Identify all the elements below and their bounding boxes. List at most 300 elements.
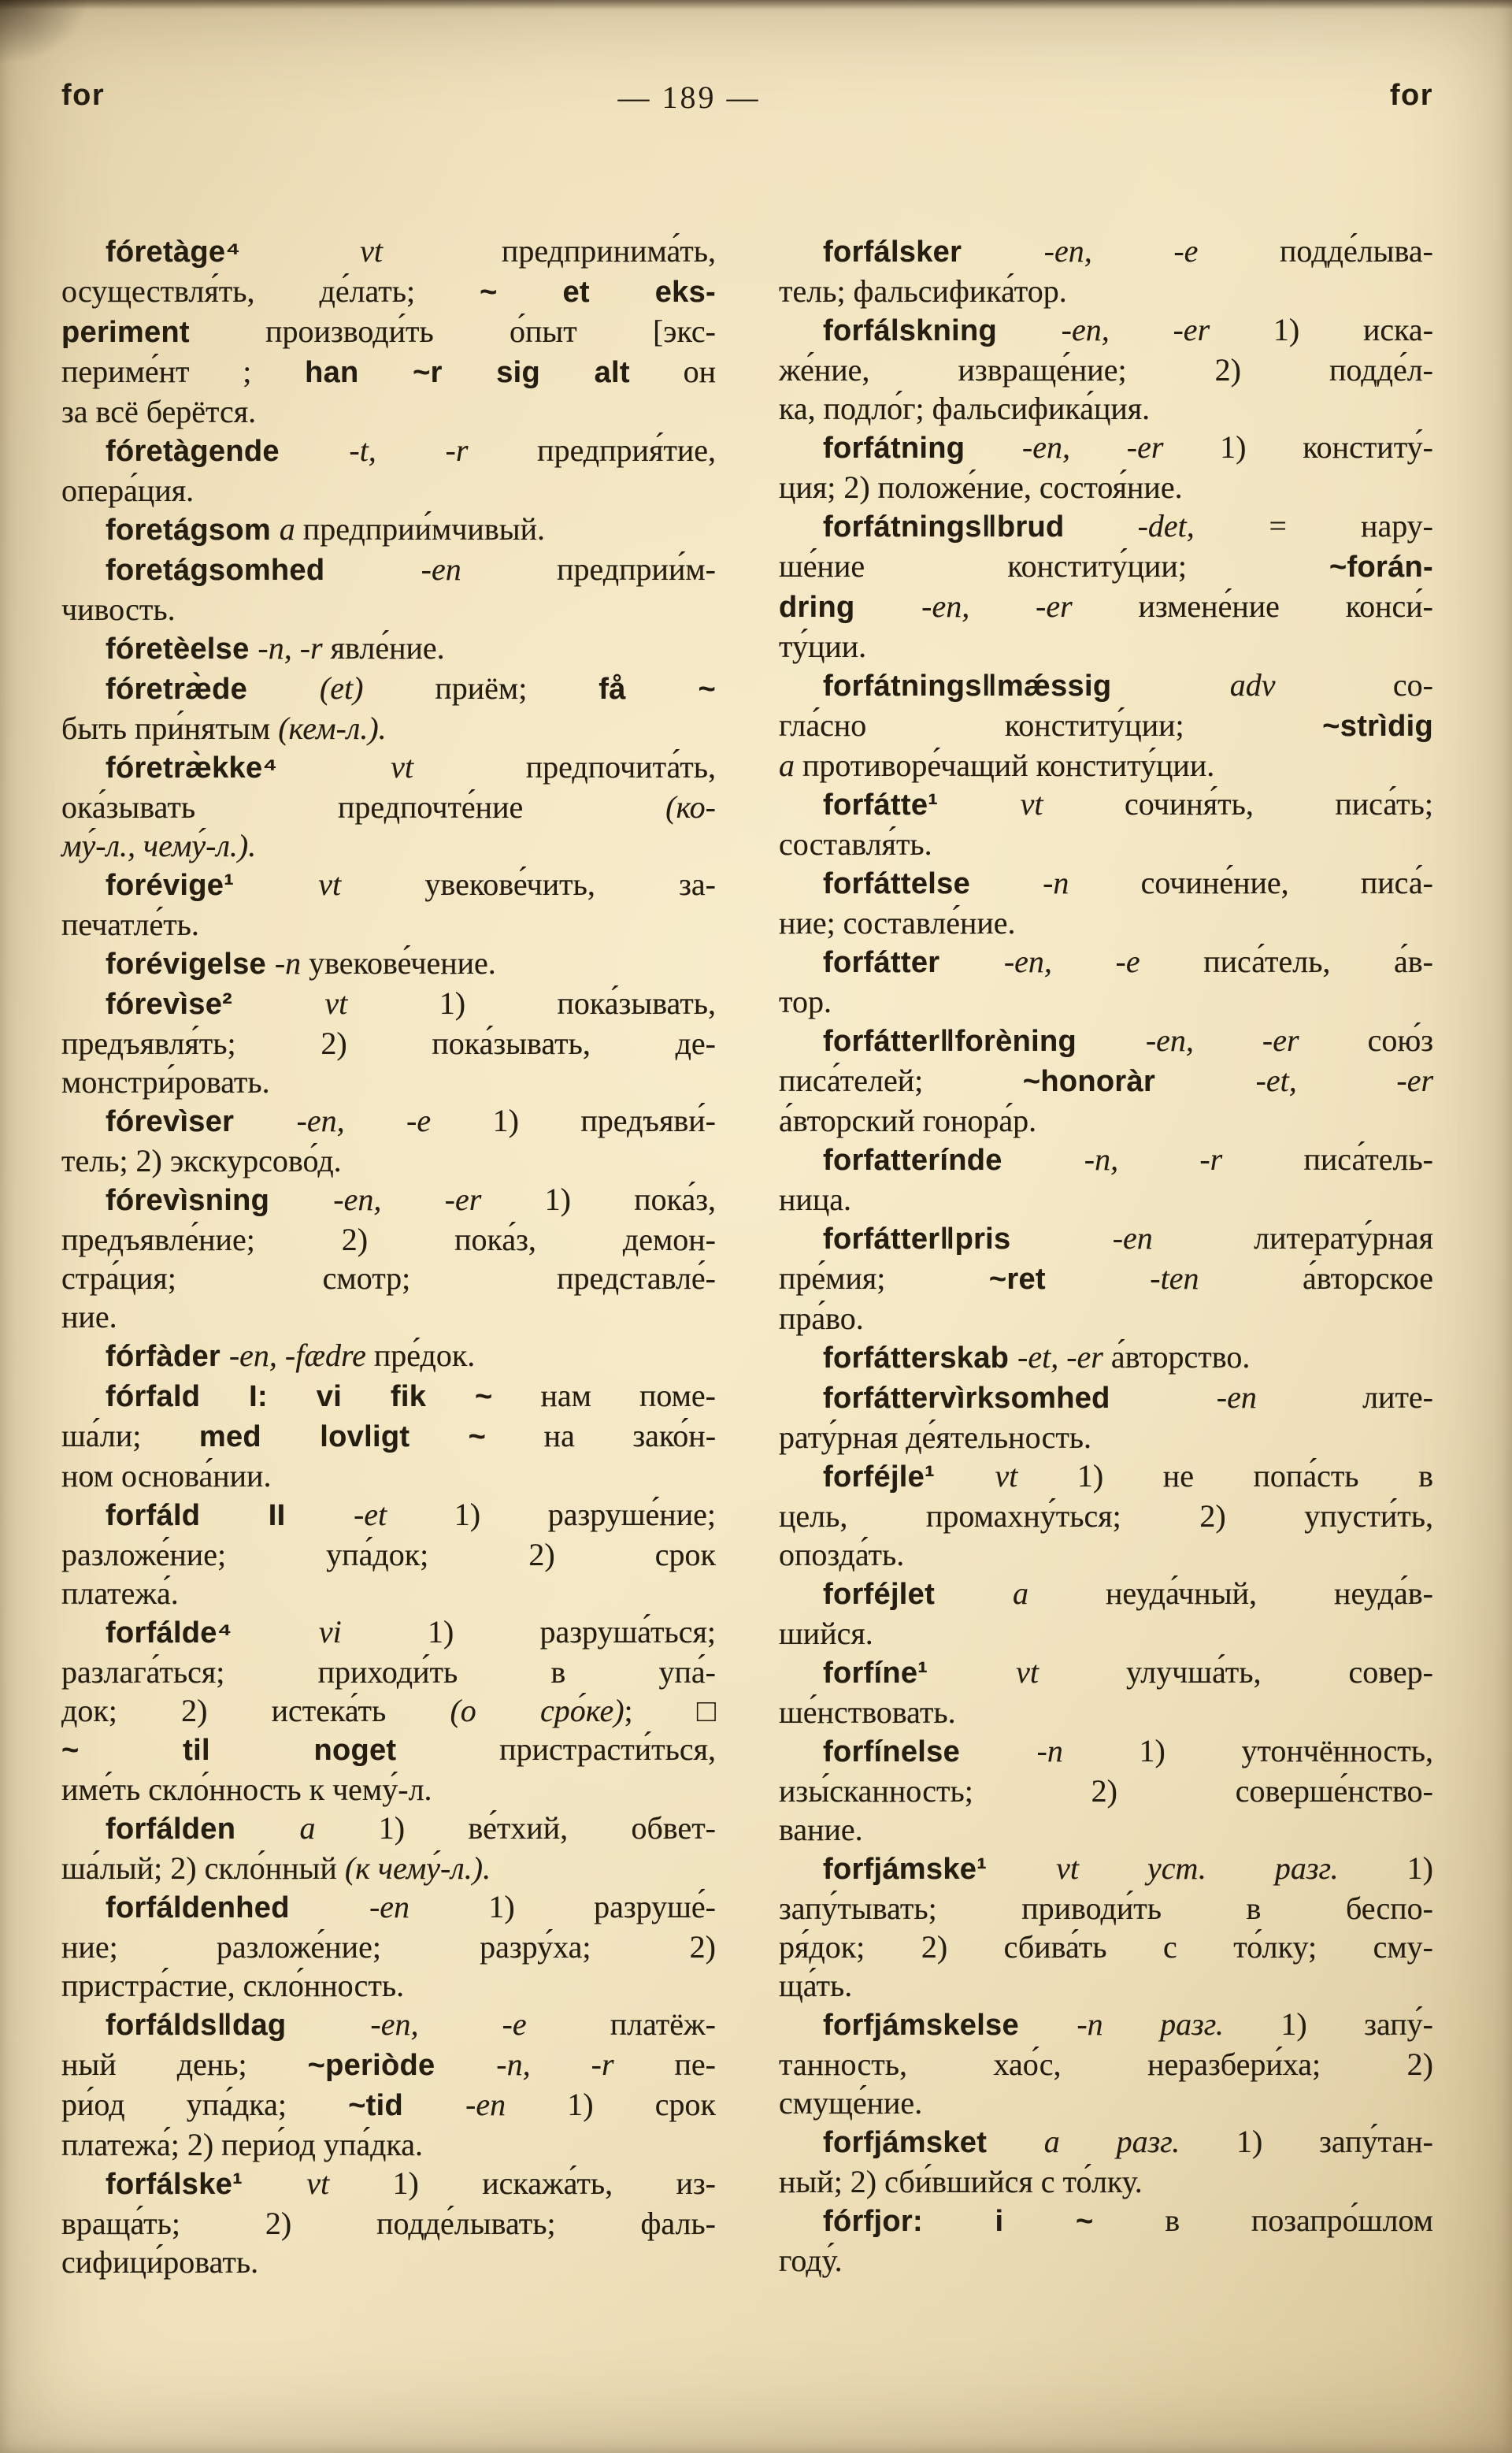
dictionary-entry: [61, 1180, 716, 1336]
text-run: опера́ция.: [61, 473, 195, 508]
entry-line: [779, 1061, 1433, 1101]
headword-bold-run: forfatterínde: [823, 1144, 1084, 1177]
headword-bold-run: forfálsker: [823, 236, 1044, 269]
text-run: ша́лый; 2) скло́нный: [61, 1850, 345, 1886]
text-run: ка, подло́г; фальсифика́ция.: [779, 391, 1151, 426]
text-run: име́ть скло́нность к чему́-л.: [61, 1772, 432, 1807]
text-run: на зако́н-: [486, 1418, 717, 1453]
headword-bold-run: forfjámskelse: [823, 2009, 1077, 2042]
dictionary-entry: [61, 984, 716, 1101]
grammar-label-run: му́-л., чему́-л.).: [61, 828, 257, 863]
text-run: шийся.: [779, 1616, 873, 1651]
entry-line: [779, 904, 1433, 942]
text-run: улучша́ть, совер-: [1038, 1654, 1433, 1690]
text-run: гла́сно конститу́ции;: [779, 707, 1323, 743]
entry-line: [779, 1653, 1433, 1693]
grammar-label-run: разг.: [1116, 2124, 1180, 2159]
entry-line: [61, 232, 716, 272]
entry-line: [61, 1691, 716, 1730]
grammar-label-run: -en, -e: [1043, 233, 1199, 269]
dictionary-entry: [61, 629, 716, 669]
dictionary-entry: [779, 428, 1433, 507]
entry-line: [779, 1731, 1433, 1772]
dictionary-entry: [779, 666, 1433, 785]
text-run: смуще́ние.: [779, 2085, 923, 2121]
entry-line: [779, 1693, 1433, 1731]
text-run: ту́ции.: [779, 629, 867, 664]
grammar-label-run: -t, -r: [349, 432, 469, 468]
dictionary-entry: [61, 1612, 716, 1809]
dictionary-entry: [61, 1336, 716, 1376]
text-run: быть при́нятым: [61, 711, 279, 746]
text-run: 1) разруша́ться;: [341, 1614, 716, 1650]
headword-bold-run: fóretàgende: [106, 435, 350, 468]
dictionary-entry: [779, 1849, 1433, 2005]
text-run: пристрасти́ться,: [396, 1731, 716, 1767]
dictionary-entry: [61, 550, 716, 629]
dictionary-entry: [61, 2164, 716, 2281]
headword-bold-run: foretágsomhed: [106, 554, 421, 587]
entry-line: [61, 748, 716, 788]
grammar-label-run: -en: [421, 551, 461, 587]
grammar-label-run: (к чему́-л.).: [344, 1850, 491, 1886]
entry-line: [61, 1220, 716, 1259]
text-run: пра́во.: [779, 1301, 864, 1336]
headword-bold-run: foretágsom: [106, 514, 280, 547]
text-run: а́вторское: [1199, 1260, 1433, 1296]
entry-line: [61, 1966, 716, 2005]
headword-bold-run: fórfald I: vi fik ~: [106, 1380, 493, 1413]
text-run: 1) срок: [506, 2087, 716, 2122]
entry-line: [61, 1416, 716, 1457]
grammar-label-run: vt: [318, 867, 342, 902]
headword-bold-run: forfjámske¹: [823, 1853, 1057, 1886]
entry-line: [779, 1966, 1433, 2005]
grammar-label-run: -et, -er: [1255, 1063, 1434, 1098]
text-run: сочине́ние, писа́-: [1069, 865, 1433, 900]
text-run: литерату́рная: [1152, 1220, 1433, 1256]
grammar-label-run: vi: [318, 1614, 342, 1650]
text-run: осуществля́ть, де́лать;: [61, 273, 480, 309]
grammar-label-run: -n: [274, 945, 302, 981]
left-column: [61, 232, 716, 2281]
entry-line: [779, 1299, 1433, 1338]
grammar-label-run: -et, -er: [1017, 1339, 1103, 1375]
entry-line: [61, 1887, 716, 1928]
text-run: танность, хао́с, неразбери́ха; 2): [779, 2047, 1433, 2082]
text-run: пре́док.: [365, 1338, 476, 1373]
headword-bold-run: forféjlet: [823, 1578, 1013, 1611]
entry-line: [61, 1336, 716, 1376]
text-run: предъявле́ние; 2) пока́з, демон-: [61, 1222, 716, 1257]
grammar-label-run: -en, -er: [333, 1182, 482, 1217]
entry-line: [61, 669, 716, 709]
grammar-label-run: vt: [1020, 786, 1043, 822]
text-run: нару-: [1288, 508, 1433, 544]
headword-bold-run: ~ til noget: [61, 1734, 397, 1767]
entry-line: [61, 2204, 716, 2243]
text-run: нам поме-: [492, 1378, 716, 1413]
text-run: ция; 2) положе́ние, состоя́ние.: [779, 469, 1183, 505]
entry-line: [61, 1024, 716, 1063]
text-run: предприи́м-: [461, 551, 716, 587]
entry-line: [61, 471, 716, 510]
text-run: неуда́чный, неуда́в-: [1028, 1575, 1433, 1611]
text-run: 1) ве́тхий, обвет-: [315, 1810, 717, 1846]
text-run: противоре́чащий конститу́ции.: [795, 748, 1215, 783]
entry-line: [779, 2122, 1433, 2162]
text-run: враща́ть; 2) подде́лывать; фаль-: [61, 2206, 716, 2241]
entry-line: [61, 2164, 716, 2204]
entry-line: [779, 272, 1433, 310]
headword-bold-run: forfátter‖forèning: [823, 1025, 1146, 1058]
grammar-label-run: -n: [1077, 2006, 1103, 2042]
entry-line: [61, 2243, 716, 2281]
text-run: измене́ние конси́-: [1072, 588, 1433, 624]
grammar-label-run: -n, -r: [496, 2047, 614, 2082]
entry-line: [779, 2241, 1433, 2280]
headword-bold-run: dring: [779, 591, 922, 624]
text-run: за всё берётся.: [61, 394, 257, 429]
headword-bold-run: forfátte¹: [823, 789, 1021, 822]
text-run: ние; составле́ние.: [779, 905, 1016, 941]
text-run: а́вторство.: [1102, 1339, 1251, 1375]
text-run: сою́з: [1299, 1022, 1434, 1058]
entry-line: [61, 2125, 716, 2164]
text-run: 1) запу́-: [1223, 2006, 1433, 2042]
entry-line: [779, 706, 1433, 746]
entry-line: [779, 1457, 1433, 1497]
dictionary-entry: [779, 942, 1433, 1021]
dictionary-entry: [779, 1457, 1433, 1574]
grammar-label-run: -en, -fædre: [228, 1338, 366, 1373]
grammar-label-run: -en, -er: [1061, 312, 1210, 347]
dictionary-entry: [779, 2201, 1433, 2280]
headword-bold-run: ~ret: [988, 1263, 1151, 1296]
running-header: [61, 79, 1433, 120]
text-run: лите-: [1256, 1379, 1433, 1415]
headword-bold-run: forfíne¹: [823, 1657, 1017, 1690]
text-run: подде́лыва-: [1198, 233, 1433, 269]
headword-bold-run: fóretàge⁴: [106, 236, 361, 269]
grammar-label-run: -en, -er: [921, 588, 1073, 624]
text-run: тель; 2) экскурсово́д.: [61, 1143, 342, 1178]
text-run: цель, промахну́ться; 2) упусти́ть,: [779, 1498, 1433, 1534]
dictionary-entry: [61, 669, 716, 748]
grammar-label-run: -en, -e: [370, 2006, 527, 2042]
text-run: увекове́чить, за-: [341, 867, 717, 902]
text-run: рату́рная де́ятельность.: [779, 1419, 1092, 1455]
grammar-label-run: a: [299, 1810, 316, 1846]
headword-bold-run: ~tid: [348, 2089, 466, 2122]
entry-line: [779, 785, 1433, 825]
text-run: ше́ние конститу́ции;: [779, 548, 1330, 584]
text-run: сочиня́ть, писа́ть;: [1043, 786, 1433, 822]
entry-line: [61, 1180, 716, 1220]
headword-bold-run: forfáttervìrksomhed: [823, 1382, 1217, 1415]
text-run: ный день;: [61, 2047, 308, 2082]
grammar-label-run: a: [279, 511, 295, 547]
text-run: году́.: [779, 2243, 843, 2278]
text-run: [1079, 1850, 1147, 1886]
headword-bold-run: fóretræ̀kke⁴: [106, 751, 391, 785]
text-run: док; 2) истека́ть: [61, 1693, 450, 1728]
text-run: разложе́ние; упа́док; 2) срок: [61, 1537, 716, 1572]
text-run: пристра́стие, скло́нность.: [61, 1968, 405, 2003]
dictionary-entry: [779, 863, 1433, 942]
entry-line: [779, 1849, 1433, 1889]
text-run: пре́мия;: [779, 1260, 989, 1296]
text-run: ном основа́нии.: [61, 1458, 272, 1494]
headword-bold-run: forfjámsket: [823, 2126, 1044, 2159]
grammar-label-run: -en: [1112, 1220, 1153, 1256]
grammar-label-run: vt: [1056, 1850, 1079, 1886]
entry-line: [779, 1772, 1433, 1810]
grammar-label-run: -en: [465, 2087, 506, 2122]
text-columns: [61, 232, 1433, 2281]
dictionary-entry: [779, 1574, 1433, 1653]
guide-word-right: for: [1389, 79, 1433, 112]
headword-bold-run: fórfjor: i ~: [823, 2205, 1094, 2238]
text-run: ние.: [61, 1299, 117, 1334]
entry-line: [779, 351, 1433, 389]
entry-line: [61, 1809, 716, 1849]
headword-bold-run: fóretræ̀de: [106, 673, 320, 706]
text-run: ока́зывать предпочте́ние: [61, 789, 666, 825]
text-run: ше́нствовать.: [779, 1694, 956, 1730]
text-run: увекове́чение.: [301, 945, 496, 981]
text-run: со-: [1275, 667, 1434, 703]
entry-line: [779, 863, 1433, 904]
text-run: платежа́.: [61, 1575, 179, 1611]
headword-bold-run: ~honoràr: [1022, 1065, 1256, 1098]
headword-bold-run: forfálske¹: [106, 2168, 307, 2201]
entry-line: [779, 1535, 1433, 1574]
entry-line: [61, 1141, 716, 1180]
dictionary-entry: [779, 1653, 1433, 1731]
grammar-label-run: vt: [1016, 1654, 1039, 1690]
entry-line: [779, 1180, 1433, 1219]
grammar-label-run: vt: [391, 749, 413, 785]
grammar-label-run: (кем-л.).: [278, 711, 387, 746]
grammar-label-run: vt: [995, 1458, 1018, 1494]
dictionary-entry: [779, 1219, 1433, 1338]
grammar-label-run: -en, -e: [1003, 944, 1140, 979]
entry-line: [61, 826, 716, 865]
entry-line: [779, 310, 1433, 351]
entry-line: [61, 352, 716, 392]
headword-bold-run: forfálds‖dag: [106, 2009, 371, 2042]
text-run: ница.: [779, 1182, 851, 1217]
entry-line: [61, 905, 716, 944]
text-run: он: [629, 354, 716, 389]
headword-bold-run: forévigelse: [106, 948, 275, 981]
text-run: опозда́ть.: [779, 1537, 905, 1572]
headword-bold-run: forfátter‖pris: [823, 1223, 1113, 1256]
text-run: 1) разруше́ние;: [387, 1497, 716, 1532]
entry-line: [61, 1612, 716, 1653]
text-run: 1) пока́зывать,: [347, 985, 716, 1021]
dictionary-entry: [779, 1378, 1433, 1457]
entry-line: [61, 629, 716, 669]
text-run: стра́ция; смотр; представле́-: [61, 1260, 716, 1296]
text-run: же́ние, извраще́ние; 2) подде́л-: [779, 352, 1433, 388]
text-run: в позапро́шлом: [1093, 2203, 1433, 2238]
text-run: ша́ли;: [61, 1418, 199, 1453]
text-run: а́вторский гонора́р.: [779, 1103, 1037, 1138]
entry-line: [61, 944, 716, 984]
text-run: монстри́ровать.: [61, 1064, 270, 1100]
text-run: писа́телей;: [779, 1063, 1023, 1098]
entry-line: [61, 392, 716, 431]
headword-bold-run: fórevìsning: [106, 1184, 334, 1217]
dictionary-entry: [61, 944, 716, 984]
entry-line: [779, 825, 1433, 863]
entry-line: [779, 1418, 1433, 1457]
grammar-label-run: a: [779, 748, 795, 783]
text-run: [1103, 2006, 1161, 2042]
dictionary-entry: [61, 1887, 716, 2005]
text-run: производи́ть о́пыт [экс-: [189, 314, 716, 349]
entry-line: [779, 1497, 1433, 1535]
grammar-label-run: разг.: [1160, 2006, 1224, 2042]
entry-line: [61, 1770, 716, 1809]
entry-line: [779, 1928, 1433, 1966]
headword-bold-run: med lovligt ~: [198, 1420, 487, 1453]
entry-line: [779, 942, 1433, 982]
text-run: тель; фальсифика́тор.: [779, 273, 1067, 309]
text-run: 1): [1338, 1850, 1433, 1886]
text-run: [1060, 2124, 1117, 2159]
entry-line: [61, 2005, 716, 2045]
text-run: составля́ть.: [779, 826, 932, 862]
text-run: чивость.: [61, 592, 176, 627]
text-run: изы́сканность; 2) соверше́нство-: [779, 1773, 1433, 1809]
entry-line: [61, 1928, 716, 1966]
entry-line: [61, 590, 716, 629]
dictionary-entry: [61, 1101, 716, 1180]
headword-bold-run: forfálden: [106, 1813, 300, 1846]
entry-line: [61, 2045, 716, 2085]
text-run: ный; 2) сби́вшийся с то́лку.: [779, 2164, 1143, 2199]
dictionary-entry: [779, 1731, 1433, 1849]
grammar-label-run: -n, -r: [1084, 1141, 1223, 1177]
entry-line: [61, 1063, 716, 1101]
headword-bold-run: ~forán-: [1329, 551, 1433, 584]
headword-bold-run: forfáldenhed: [106, 1891, 369, 1924]
entry-line: [779, 1259, 1433, 1299]
entry-line: [61, 1535, 716, 1574]
headword-bold-run: få ~: [598, 673, 716, 706]
entry-line: [61, 2085, 716, 2125]
dictionary-entry: [779, 2122, 1433, 2201]
grammar-label-run: a: [1012, 1575, 1028, 1611]
entry-line: [779, 507, 1433, 547]
dictionary-entry: [61, 2005, 716, 2164]
entry-line: [61, 272, 716, 312]
text-run: платёж-: [526, 2006, 716, 2042]
entry-line: [61, 1457, 716, 1495]
entry-line: [779, 1219, 1433, 1259]
headword-bold-run: forfáld II: [106, 1499, 354, 1532]
grammar-label-run: -n: [1043, 865, 1069, 900]
text-run: 1) предъяви́-: [431, 1103, 716, 1138]
entry-line: [779, 468, 1433, 507]
headword-bold-run: forévige¹: [106, 869, 319, 902]
entry-line: [61, 1101, 716, 1141]
grammar-label-run: -en: [369, 1889, 410, 1924]
text-run: 1) пока́з,: [481, 1182, 716, 1217]
dictionary-entry: [779, 785, 1433, 863]
headword-bold-run: forfátnings‖mǽssig: [823, 670, 1230, 703]
text-run: 1) утончённость,: [1062, 1733, 1433, 1768]
entry-line: [779, 2045, 1433, 2084]
headword-bold-run: forfátnings‖brud: [823, 510, 1138, 544]
entry-line: [779, 1378, 1433, 1418]
entry-line: [779, 2005, 1433, 2045]
grammar-label-run: -n: [1036, 1733, 1063, 1768]
right-column: [779, 232, 1433, 2281]
headword-bold-run: forfátterskab: [823, 1342, 1018, 1375]
entry-line: [779, 1889, 1433, 1928]
text-run: 1) конститу́-: [1163, 429, 1433, 465]
dictionary-entry: [61, 1809, 716, 1887]
entry-line: [779, 1338, 1433, 1378]
entry-line: [779, 1614, 1433, 1653]
entry-line: [61, 709, 716, 748]
entry-line: [61, 984, 716, 1024]
entry-line: [61, 1653, 716, 1691]
grammar-label-run: a: [1043, 2124, 1060, 2159]
grammar-label-run: vt: [360, 233, 384, 269]
entry-line: [779, 1140, 1433, 1180]
text-run: предприя́тие,: [468, 432, 717, 468]
dictionary-entry: [779, 2005, 1433, 2122]
grammar-label-run: -en: [1216, 1379, 1257, 1415]
text-run: 1) искажа́ть, из-: [329, 2165, 716, 2201]
headword-bold-run: ~periòde: [307, 2049, 497, 2082]
entry-line: [779, 1810, 1433, 1849]
entry-line: [61, 550, 716, 590]
dictionary-entry: [61, 431, 716, 510]
grammar-label-run: (ко-: [665, 789, 716, 825]
dictionary-entry: [779, 310, 1433, 428]
dictionary-entry: [61, 865, 716, 944]
entry-line: [779, 232, 1433, 272]
entry-line: [61, 431, 716, 471]
entry-line: [779, 666, 1433, 706]
entry-line: [61, 1495, 716, 1535]
grammar-label-run: -et: [353, 1497, 387, 1532]
text-run: ; □: [624, 1693, 716, 1728]
grammar-label-run: -en, -er: [1021, 429, 1164, 465]
entry-line: [61, 510, 716, 550]
grammar-label-run: (о сро́ке): [450, 1693, 624, 1728]
page-number: — 189 —: [617, 80, 761, 115]
text-run: 1) разруше́-: [410, 1889, 716, 1924]
entry-line: [779, 547, 1433, 587]
headword-bold-run: fóretèelse: [106, 633, 258, 666]
headword-bold-run: forfáttelse: [823, 867, 1043, 900]
entry-line: [779, 746, 1433, 785]
entry-line: [779, 1101, 1433, 1140]
entry-line: [779, 428, 1433, 468]
text-run: предъявля́ть; 2) пока́зывать, де-: [61, 1026, 716, 1061]
grammar-label-run: -det, =: [1137, 508, 1288, 544]
text-run: ние; разложе́ние; разру́ха; 2): [61, 1929, 716, 1965]
headword-bold-run: fórevìser: [106, 1105, 297, 1138]
dictionary-entry: [61, 1495, 716, 1612]
